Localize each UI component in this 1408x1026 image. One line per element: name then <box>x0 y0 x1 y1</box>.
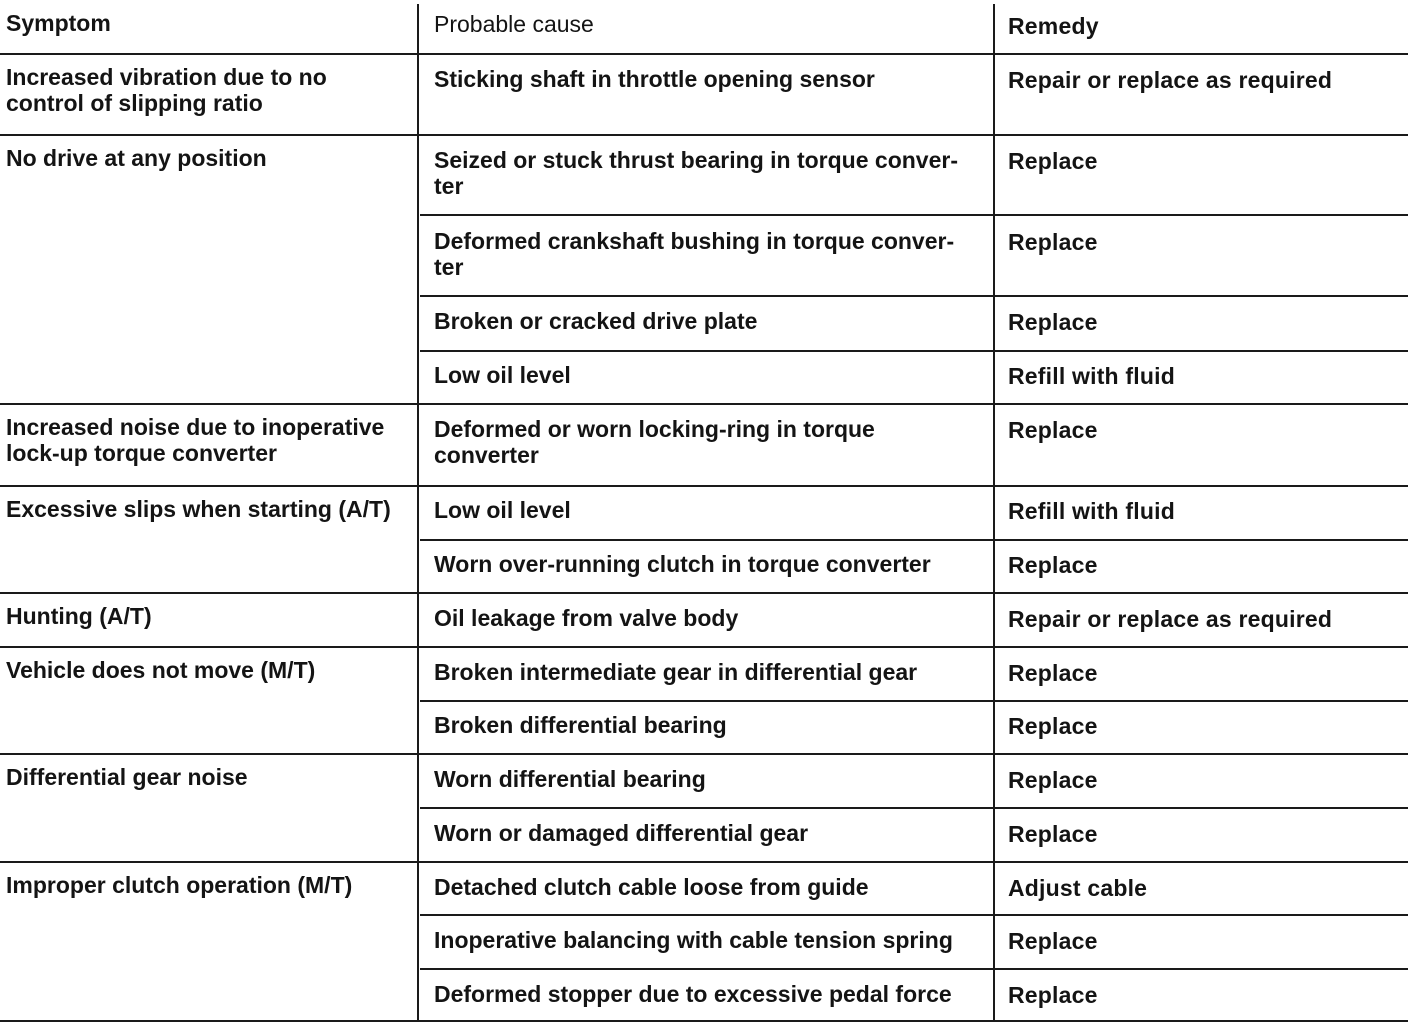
cause-cell: Worn differential bearing <box>434 766 706 792</box>
remedy-cell: Replace <box>1008 229 1098 255</box>
symptom-cell: Increased vibration due to no control of slipping ratio <box>6 64 327 116</box>
cause-cell: Low oil level <box>434 497 571 523</box>
remedy-cell: Repair or replace as required <box>1008 67 1333 93</box>
remedy-cell: Replace <box>1008 713 1098 739</box>
remedy-cell: Refill with fluid <box>1008 498 1175 524</box>
symptom-cell: Improper clutch operation (M/T) <box>6 872 353 898</box>
symptom-cell: Differential gear noise <box>6 764 248 790</box>
table-bottom-border <box>0 1020 1408 1022</box>
header-symptom: Symptom <box>6 10 111 36</box>
cause-cell: Broken differential bearing <box>434 712 727 738</box>
row-divider <box>0 753 1408 755</box>
remedy-cell: Replace <box>1008 928 1098 954</box>
remedy-cell: Replace <box>1008 148 1098 174</box>
remedy-cell: Replace <box>1008 309 1098 335</box>
row-divider <box>0 403 1408 405</box>
row-divider <box>420 214 1408 216</box>
cause-cell: Broken intermediate gear in differential gear <box>434 659 918 685</box>
cause-cell: Sticking shaft in throttle opening sensor <box>434 66 875 92</box>
row-divider <box>420 539 1408 541</box>
row-divider <box>0 861 1408 863</box>
symptom-cell: Hunting (A/T) <box>6 603 152 629</box>
cause-cell: Deformed or worn locking-ring in torque converter <box>434 416 875 468</box>
row-divider <box>420 350 1408 352</box>
cause-cell: Seized or stuck thrust bearing in torque conver- ter <box>434 147 958 199</box>
row-divider <box>420 700 1408 702</box>
cause-cell: Broken or cracked drive plate <box>434 308 758 334</box>
row-divider <box>0 592 1408 594</box>
row-divider <box>420 807 1408 809</box>
row-divider <box>0 53 1408 55</box>
remedy-cell: Refill with fluid <box>1008 363 1175 389</box>
remedy-cell: Adjust cable <box>1008 875 1148 901</box>
remedy-cell: Repair or replace as required <box>1008 606 1333 632</box>
cause-cell: Detached clutch cable loose from guide <box>434 874 869 900</box>
symptom-cell: No drive at any position <box>6 145 267 171</box>
cause-cell: Deformed crankshaft bushing in torque conver- ter <box>434 228 955 280</box>
cause-cell: Worn over-running clutch in torque converter <box>434 551 931 577</box>
row-divider <box>0 134 1408 136</box>
cause-cell: Low oil level <box>434 362 571 388</box>
remedy-cell: Replace <box>1008 552 1098 578</box>
header-remedy: Remedy <box>1008 13 1099 39</box>
symptom-cell: Increased noise due to inoperative lock-up torque converter <box>6 414 385 466</box>
cause-cell: Oil leakage from valve body <box>434 605 739 631</box>
remedy-cell: Replace <box>1008 660 1098 686</box>
row-divider <box>420 968 1408 970</box>
remedy-cell: Replace <box>1008 982 1098 1008</box>
row-divider <box>420 914 1408 916</box>
remedy-cell: Replace <box>1008 767 1098 793</box>
row-divider <box>0 485 1408 487</box>
header-probable-cause: Probable cause <box>434 11 594 37</box>
symptom-cell: Vehicle does not move (M/T) <box>6 657 316 683</box>
row-divider <box>420 295 1408 297</box>
row-divider <box>0 646 1408 648</box>
symptom-cell: Excessive slips when starting (A/T) <box>6 496 391 522</box>
cause-cell: Inoperative balancing with cable tension spring <box>434 927 953 953</box>
cause-cell: Deformed stopper due to excessive pedal force <box>434 981 952 1007</box>
remedy-cell: Replace <box>1008 821 1098 847</box>
remedy-cell: Replace <box>1008 417 1098 443</box>
cause-cell: Worn or damaged differential gear <box>434 820 809 846</box>
